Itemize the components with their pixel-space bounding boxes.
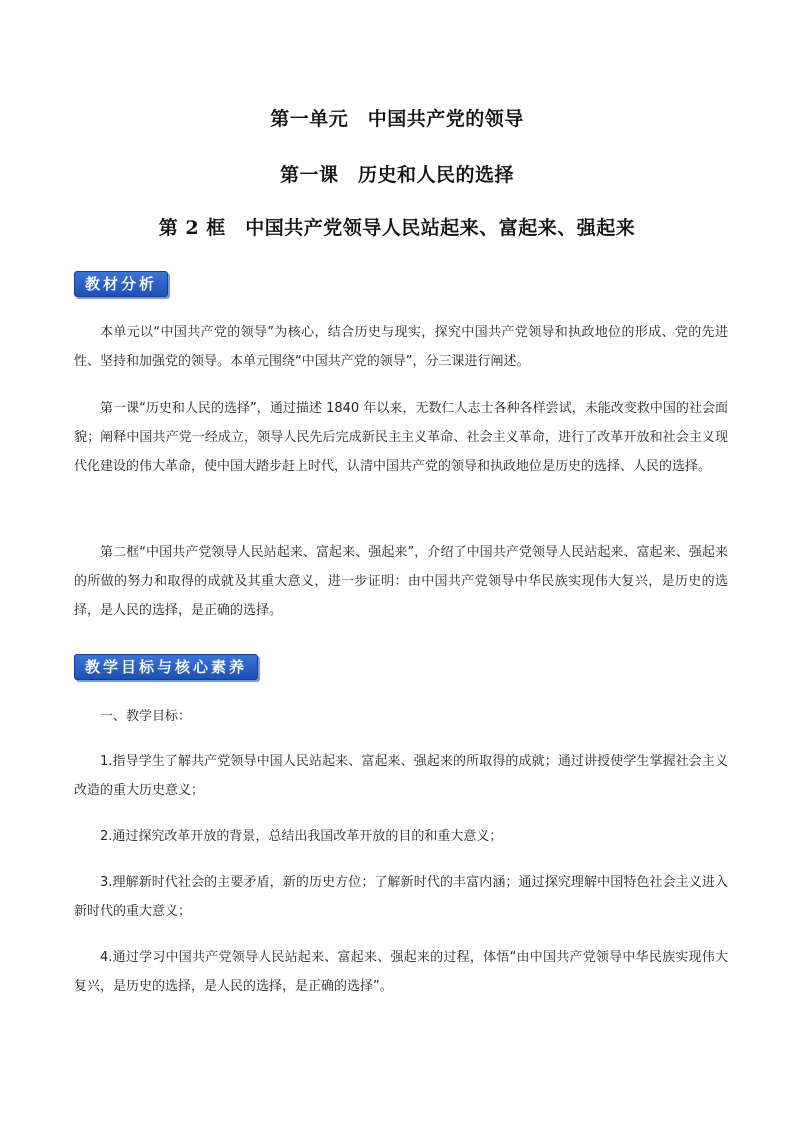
goal-item: 1.指导学生了解共产党领导中国人民站起来、富起来、强起来的所取得的成就；通过讲授使学生掌握社会主义改造的重大历史意义； bbox=[74, 754, 728, 798]
section-badge-goals: 教学目标与核心素养 bbox=[74, 654, 258, 680]
frame-title: 第 2 框 中国共产党领导人民站起来、富起来、强起来 bbox=[158, 217, 636, 239]
section-badge-analysis: 教材分析 bbox=[74, 271, 168, 297]
unit-title: 第一单元 中国共产党的领导 bbox=[270, 108, 524, 130]
analysis-paragraph: 本单元以“中国共产党的领导”为核心，结合历史与现实，探究中国共产党领导和执政地位的形成、党的先进性、坚持和加强党的领导。本单元围绕“中国共产党的领导”，分三课进行阐述。 bbox=[74, 325, 728, 369]
lesson-title: 第一课 历史和人民的选择 bbox=[279, 164, 514, 186]
analysis-paragraph: 第一课“历史和人民的选择”，通过描述 1840 年以来，无数仁人志士各种各样尝试，未能改变救中国的社会面貌；阐释中国共产党一经成立，领导人民先后完成新民主主义革命、社会主义革命，进行了改革开放和社会主义现代化建设的伟大革命，使中国大踏步赶上时代，认清中国共产党的领导和执政地位是历史的选择、人民的选择。 bbox=[74, 401, 728, 474]
goals-intro: 一、教学目标： bbox=[100, 709, 192, 724]
goal-item: 3.理解新时代社会的主要矛盾，新的历史方位；了解新时代的丰富内涵；通过探究理解中国特色社会主义进入新时代的重大意义； bbox=[74, 875, 728, 919]
goal-item: 2.通过探究改革开放的背景，总结出我国改革开放的目的和重大意义； bbox=[100, 829, 503, 844]
goal-item: 4.通过学习中国共产党领导人民站起来、富起来、强起来的过程，体悟“由中国共产党领导中华民族实现伟大复兴，是历史的选择，是人民的选择，是正确的选择”。 bbox=[74, 950, 728, 994]
analysis-paragraph: 第二框“中国共产党领导人民站起来、富起来、强起来”，介绍了中国共产党领导人民站起来、富起来、强起来的所做的努力和取得的成就及其重大意义，进一步证明：由中国共产党领导中华民族实现伟大复兴，是历史的选择，是人民的选择，是正确的选择。 bbox=[74, 545, 728, 618]
